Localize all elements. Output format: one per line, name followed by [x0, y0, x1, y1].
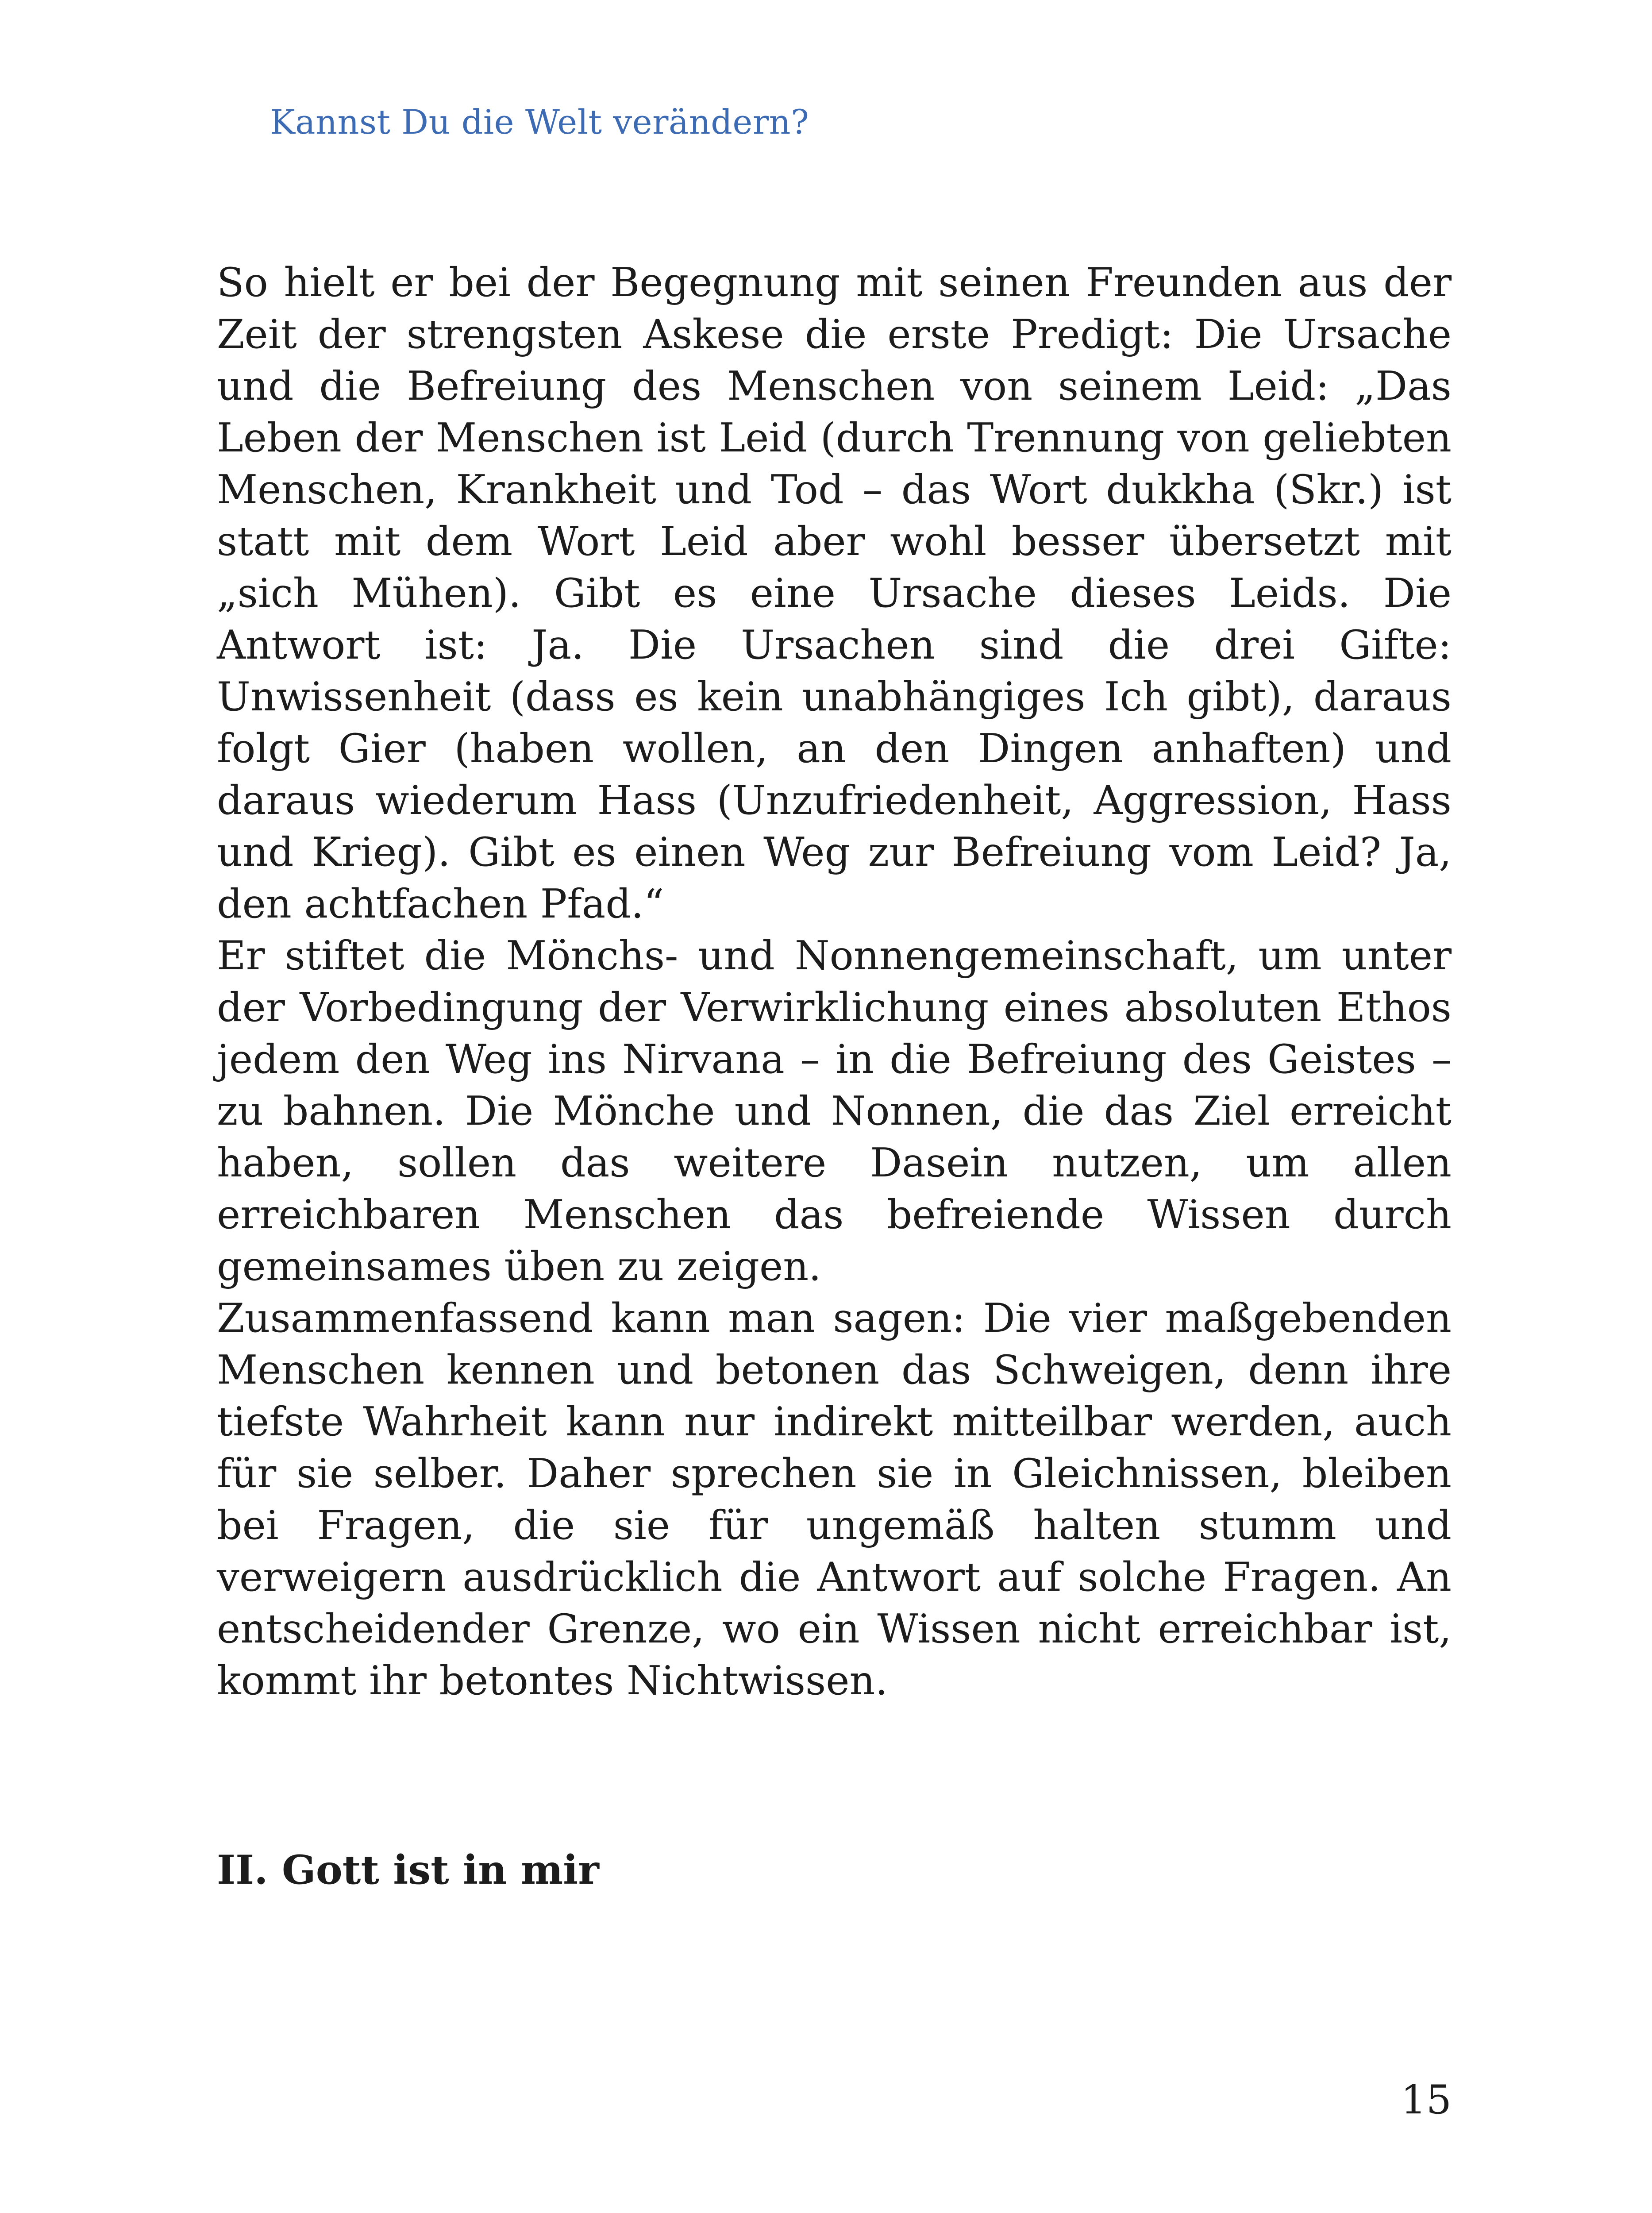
- section-heading: II. Gott ist in mir: [217, 1847, 599, 1893]
- running-header-title: Kannst Du die Welt verändern?: [270, 102, 809, 142]
- page-number: 15: [1401, 2077, 1452, 2123]
- paragraph-monastic-community: Er stiftet die Mönchs- und Nonnengemeinschaft, um unter der Vorbedingung der Verwirklichung eines absoluten Ethos jedem den Weg ins Nirvana – in die Befreiung des Geistes – zu bahnen. Die Mönche und Nonnen, die das Ziel erreicht haben, sollen das weitere Dasein nutzen, um allen erreichbaren Menschen das befreiende Wissen durch gemeinsames üben zu zeigen.: [217, 933, 1452, 1290]
- paragraph-first-sermon: So hielt er bei der Begegnung mit seinen Freunden aus der Zeit der strengsten Askese die erste Predigt: Die Ursache und die Befreiung des Menschen von seinem Leid: „Das Leben der Menschen ist Leid (durch Trennung von geliebten Menschen, Krankheit und Tod – das Wort dukkha (Skr.) ist statt mit dem Wort Leid aber wohl besser übersetzt mit „sich Mühen). Gibt es eine Ursache dieses Leids. Die Antwort ist: Ja. Die Ursachen sind die drei Gifte: Unwissenheit (dass es kein unabhängiges Ich gibt), daraus folgt Gier (haben wollen, an den Dingen anhaften) und daraus wiederum Hass (Unzufriedenheit, Aggression, Hass und Krieg). Gibt es einen Weg zur Befreiung vom Leid? Ja, den achtfachen Pfad.“: [217, 259, 1452, 927]
- body-text: [217, 257, 1452, 1707]
- paragraph-summary: Zusammenfassend kann man sagen: Die vier maßgebenden Menschen kennen und betonen das Schweigen, denn ihre tiefste Wahrheit kann nur indirekt mitteilbar werden, auch für sie selber. Daher sprechen sie in Gleichnissen, bleiben bei Fragen, die sie für ungemäß halten stumm und verweigern ausdrücklich die Antwort auf solche Fragen. An entscheidender Grenze, wo ein Wissen nicht erreichbar ist, kommt ihr betontes Nichtwissen.: [217, 1295, 1452, 1704]
